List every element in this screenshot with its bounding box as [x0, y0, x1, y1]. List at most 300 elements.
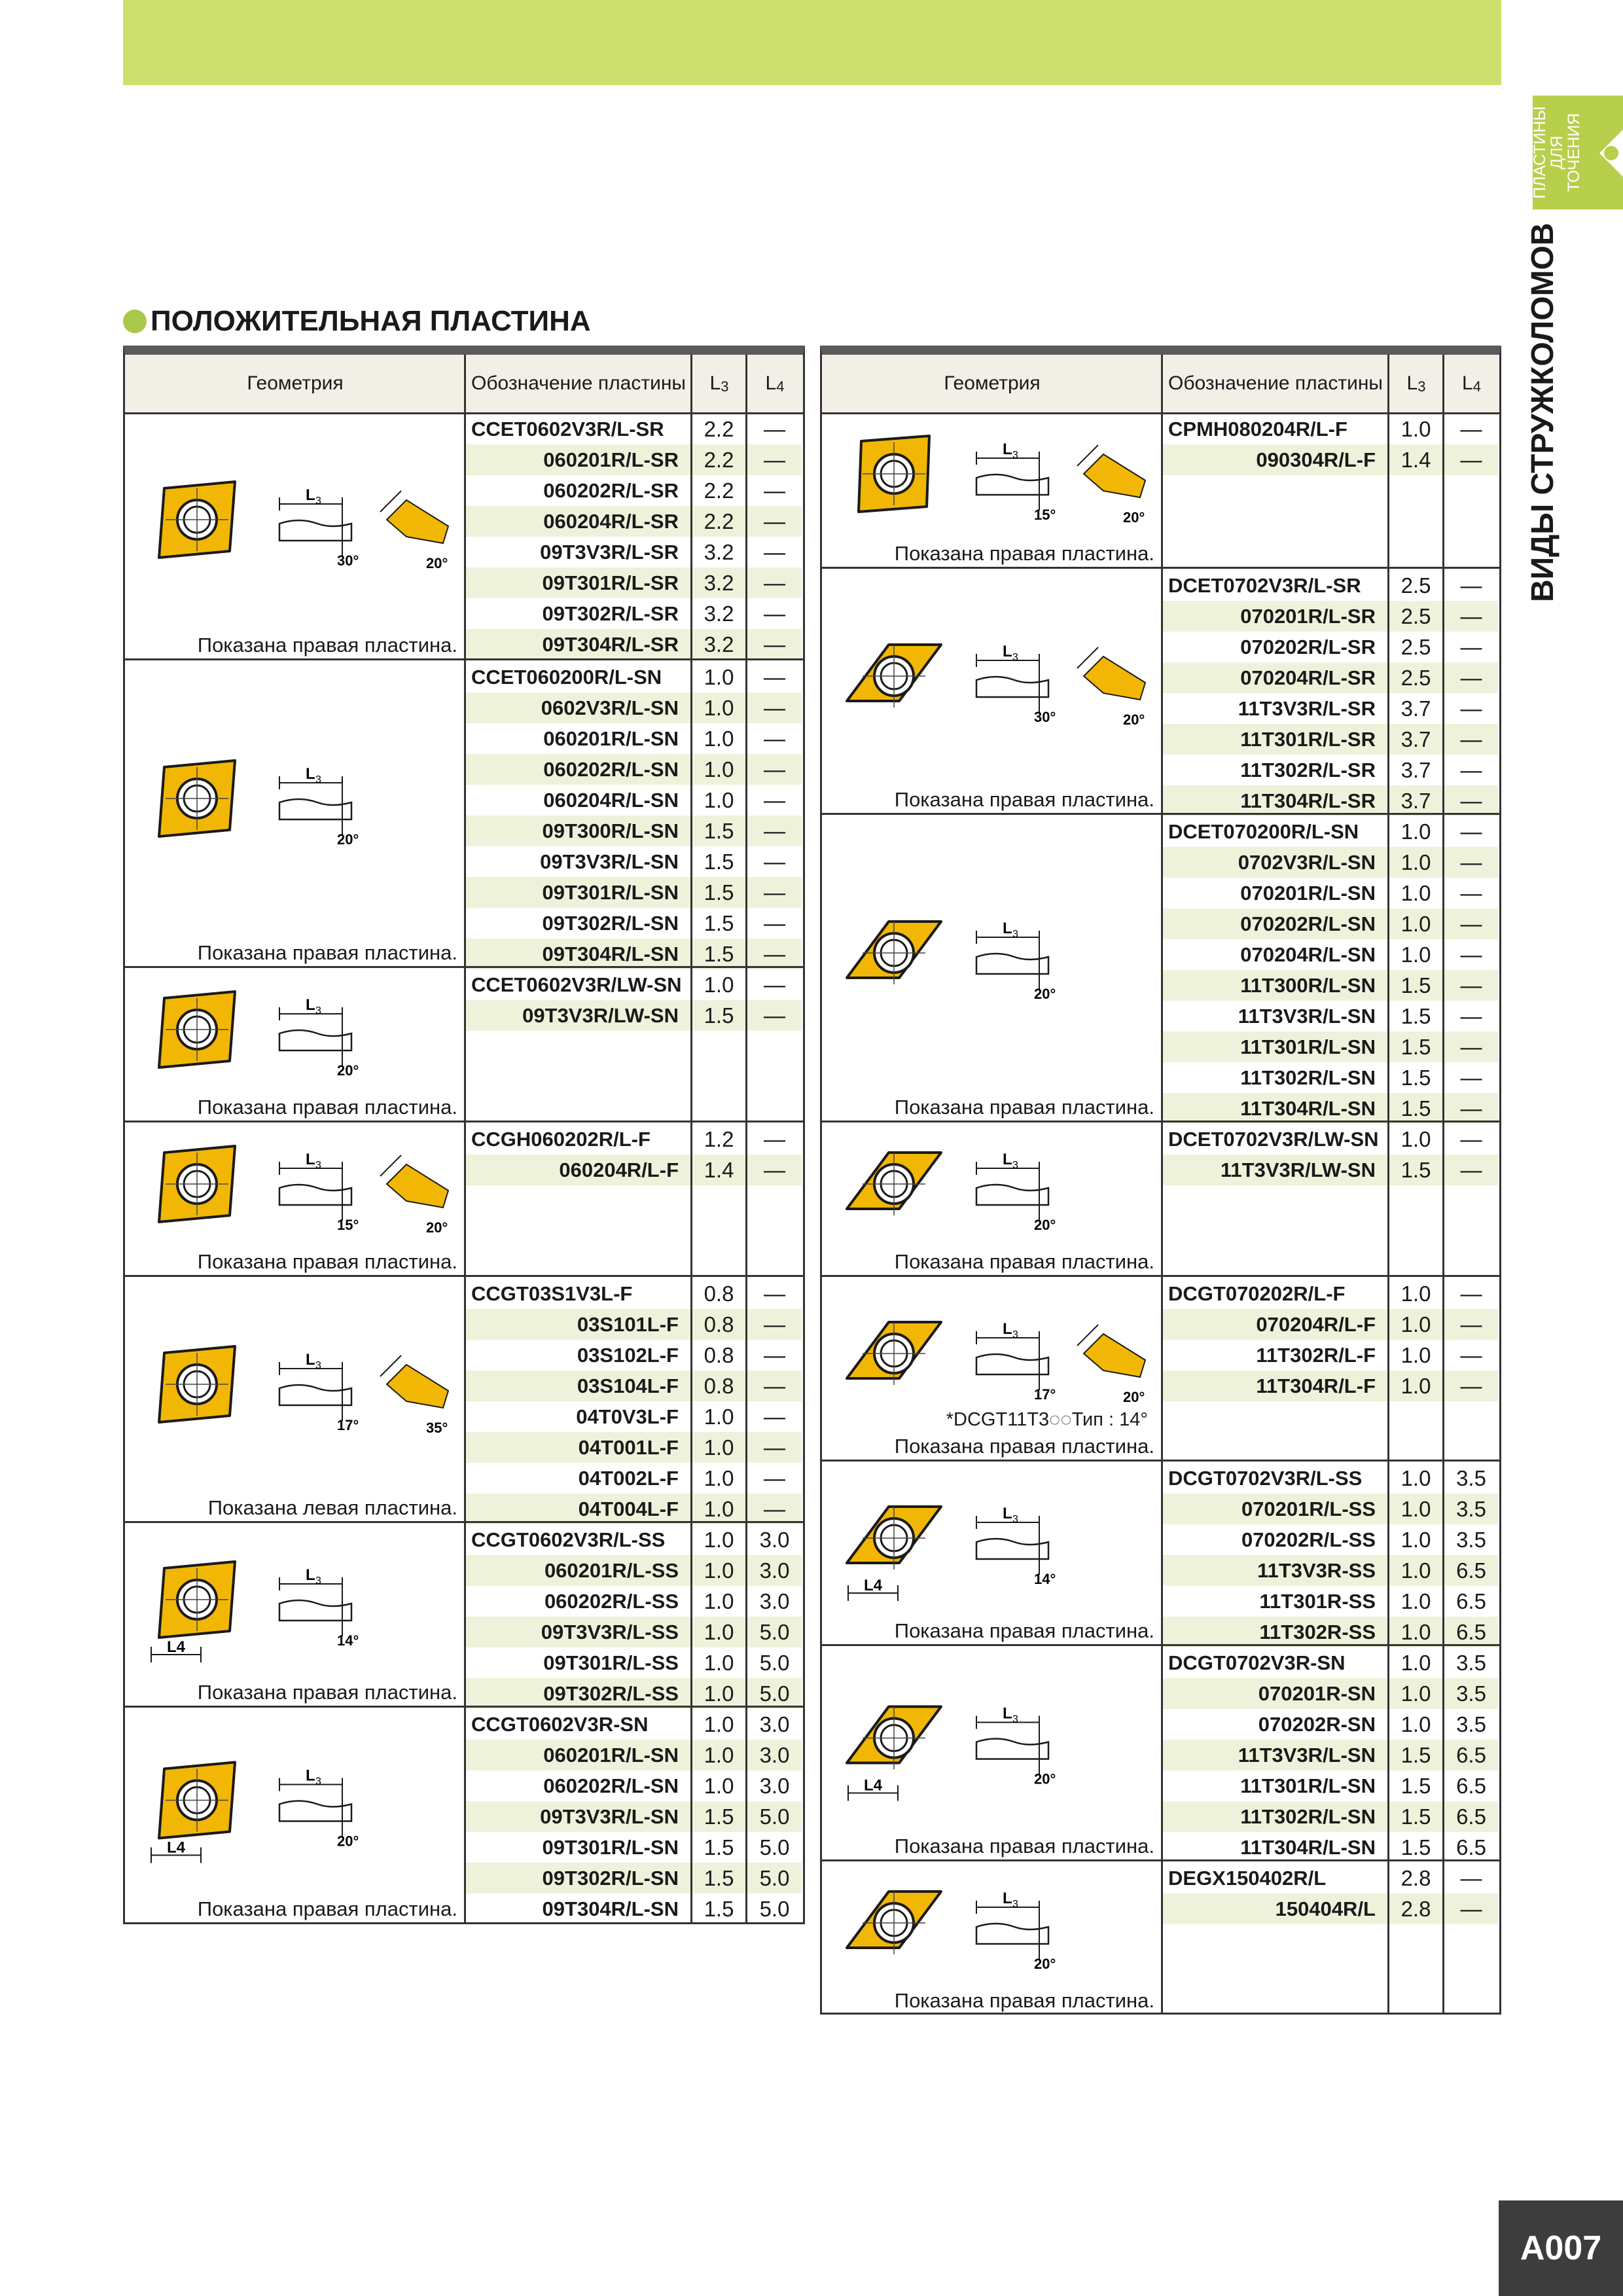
- insert-designation: CCET0602V3R/L-SR: [471, 418, 664, 440]
- table-row: [822, 755, 1499, 785]
- insert-designation: 060202R/L-SN: [543, 1774, 679, 1797]
- l3-value: 1.5: [1389, 1740, 1442, 1770]
- l4-value: —: [764, 1405, 785, 1429]
- header-text: Геометрия: [247, 372, 344, 394]
- header-letter: L: [709, 372, 721, 394]
- l4-value: —: [1460, 1866, 1482, 1890]
- insert-designation: 0602V3R/L-SN: [466, 692, 690, 723]
- svg-text:L: L: [1003, 1704, 1012, 1723]
- rake-angle-label: 15°: [337, 1217, 359, 1233]
- l4-value: 5.0: [747, 1678, 802, 1709]
- edge-angle-label: 20°: [426, 1219, 448, 1236]
- l3-value: 1.0: [704, 1774, 734, 1798]
- table-row: [822, 1555, 1499, 1586]
- insert-caption: Показана правая пластина.: [894, 1435, 1154, 1458]
- insert-designation: DCET0702V3R/L-SR: [1168, 574, 1361, 597]
- l4-value: —: [747, 1432, 802, 1463]
- table-row: [125, 1524, 803, 1555]
- l3-value: 2.2: [704, 478, 734, 503]
- svg-text:L: L: [306, 765, 315, 783]
- l3-value: 1.5: [1389, 970, 1442, 1001]
- header-text: Геометрия: [944, 372, 1041, 394]
- section-title-text: ПОЛОЖИТЕЛЬНАЯ ПЛАСТИНА: [151, 305, 591, 337]
- insert-group: [125, 658, 803, 966]
- svg-text:3: 3: [1012, 1329, 1018, 1340]
- insert-designation: 09T301R/L-SN: [542, 1836, 679, 1859]
- l4-value: —: [1460, 1004, 1482, 1028]
- l3-value: 1.0: [704, 726, 734, 751]
- insert-designation: CCGT0602V3R/L-SS: [471, 1528, 666, 1551]
- table-row: [125, 1278, 803, 1309]
- l4-value: 6.5: [1444, 1801, 1498, 1832]
- svg-text:L: L: [1003, 1890, 1012, 1907]
- l3-value: 1.0: [704, 1589, 734, 1613]
- edge-angle-label: 20°: [1123, 1389, 1145, 1405]
- table-row: [125, 1678, 803, 1709]
- svg-text:L: L: [1003, 1151, 1012, 1168]
- insert-designation: 09T302R/L-SS: [466, 1678, 690, 1709]
- insert-designation: 09T3V3R/LW-SN: [466, 1000, 690, 1031]
- l3-value: 3.2: [692, 567, 745, 598]
- section-tab-label: [1533, 96, 1581, 209]
- edge-angle-label: 20°: [1123, 509, 1145, 526]
- table-row: [822, 1863, 1499, 1893]
- l4-value: —: [764, 726, 785, 751]
- table-row: [125, 629, 803, 660]
- l3-value: 1.0: [704, 1712, 734, 1736]
- l3-value: 1.0: [692, 1678, 745, 1709]
- l4-value: 3.0: [747, 1740, 802, 1770]
- l3-value: 1.5: [692, 939, 745, 969]
- table-row: [125, 1832, 803, 1863]
- l4-value: 3.0: [759, 1712, 790, 1736]
- rake-angle-label: 20°: [337, 831, 359, 848]
- l3-value: 1.5: [1400, 1835, 1431, 1859]
- l3-value: 2.2: [704, 417, 734, 441]
- turning-insert-tab-icon: [1589, 130, 1623, 177]
- l3-value: 1.0: [704, 1466, 734, 1490]
- insert-designation: 11T301R-SS: [1259, 1590, 1376, 1613]
- insert-designation: 11T3V3R-SS: [1163, 1555, 1387, 1586]
- insert-group: [822, 1859, 1499, 2014]
- insert-group: [125, 966, 803, 1121]
- insert-group: [822, 412, 1499, 567]
- table-row: [125, 908, 803, 939]
- insert-designation: DCET0702V3R/LW-SN: [1168, 1128, 1379, 1151]
- l4-value: —: [1460, 881, 1482, 905]
- insert-designation: 11T300R/L-SN: [1163, 970, 1387, 1001]
- table-row: [125, 1309, 803, 1340]
- insert-designation: 060204R/L-SN: [543, 789, 679, 812]
- l3-value: 1.5: [692, 816, 745, 846]
- insert-designation: 11T302R/L-SN: [1163, 1801, 1387, 1832]
- l4-value: —: [1460, 942, 1482, 967]
- l3-value: 3.7: [1389, 724, 1442, 755]
- svg-text:3: 3: [315, 1005, 321, 1016]
- l3-value: 1.0: [692, 754, 745, 785]
- table-row: [822, 1586, 1499, 1617]
- insert-designation: 060201R/L-SN: [543, 727, 679, 750]
- insert-designation: 070201R/L-SS: [1163, 1494, 1387, 1524]
- table-row: [822, 970, 1499, 1001]
- table-row: [125, 475, 803, 506]
- insert-designation: 060202R/L-SN: [466, 754, 690, 785]
- insert-designation: 060202R/L-SR: [543, 479, 679, 502]
- edge-angle-label: 20°: [1123, 711, 1145, 728]
- l3-value: 1.0: [692, 1617, 745, 1647]
- l4-value: 3.0: [759, 1528, 790, 1552]
- insert-designation: DCGT070202R/L-F: [1168, 1282, 1346, 1305]
- l4-value: —: [1460, 758, 1482, 782]
- l4-value: —: [747, 754, 802, 785]
- insert-caption: Показана правая пластина.: [197, 1250, 457, 1273]
- right-insert-table: [820, 346, 1501, 2015]
- table-row: [822, 908, 1499, 939]
- insert-designation: 04T001L-F: [466, 1432, 690, 1463]
- insert-designation: 09T304R/L-SN: [542, 1897, 679, 1920]
- insert-caption: Показана правая пластина.: [197, 1897, 457, 1920]
- l3-value: 1.0: [1389, 1555, 1442, 1586]
- l3-value: 2.8: [1400, 1866, 1431, 1890]
- l3-value: 1.0: [692, 692, 745, 723]
- l3-value: 1.0: [692, 1432, 745, 1463]
- table-row: [125, 754, 803, 785]
- l3-value: 3.2: [704, 540, 734, 564]
- l3-value: 1.5: [692, 1801, 745, 1832]
- table-row: [125, 662, 803, 692]
- svg-text:L4: L4: [864, 1577, 883, 1594]
- table-row: [822, 444, 1499, 475]
- insert-designation: 04T002L-F: [578, 1467, 679, 1490]
- l3-value: 1.0: [1389, 1617, 1442, 1647]
- insert-designation: 11T304R/L-SN: [1163, 1093, 1387, 1124]
- table-row: [125, 939, 803, 969]
- l3-value: 1.0: [1400, 881, 1431, 905]
- svg-text:L: L: [306, 996, 315, 1014]
- l4-value: —: [747, 877, 802, 908]
- l4-value: 5.0: [759, 1835, 790, 1859]
- table-row: [822, 662, 1499, 693]
- l3-value: 3.2: [704, 601, 734, 626]
- insert-group: [822, 1460, 1499, 1644]
- insert-designation: 0702V3R/L-SN: [1163, 847, 1387, 878]
- l4-value: —: [1460, 573, 1482, 598]
- header-subscript: 3: [721, 378, 729, 395]
- table-row: [822, 1647, 1499, 1678]
- insert-designation: 070204R/L-SN: [1240, 943, 1376, 966]
- insert-designation: 060204R/L-SR: [466, 506, 690, 537]
- insert-designation: 060201R/L-SR: [466, 444, 690, 475]
- header-letter: L: [1406, 372, 1418, 394]
- insert-designation: 11T3V3R/L-SR: [1238, 697, 1376, 720]
- l3-value: 0.8: [692, 1309, 745, 1340]
- table-row: [822, 1340, 1499, 1371]
- insert-designation: 03S102L-F: [577, 1344, 679, 1367]
- insert-group: [125, 1521, 803, 1706]
- insert-designation: 09T302R/L-SN: [542, 912, 679, 935]
- svg-text:L: L: [1003, 920, 1012, 937]
- l3-value: 1.5: [692, 877, 745, 908]
- l3-value: 1.0: [1400, 819, 1431, 844]
- svg-text:3: 3: [315, 1360, 321, 1371]
- l3-value: 1.0: [1400, 1282, 1431, 1306]
- left-insert-table: [123, 346, 805, 1924]
- l3-value: 1.0: [1400, 1466, 1431, 1490]
- l4-value: —: [1444, 1309, 1498, 1340]
- l3-value: 3.2: [692, 629, 745, 660]
- table-row: [125, 1770, 803, 1801]
- table-row: [822, 1770, 1499, 1801]
- l4-value: —: [764, 1282, 785, 1306]
- l4-value: —: [764, 417, 785, 441]
- insert-designation: 09T301R/L-SR: [466, 567, 690, 598]
- section-bullet-icon: [123, 310, 147, 333]
- l3-value: 1.0: [1389, 1678, 1442, 1709]
- rake-angle-label: 17°: [1034, 1386, 1056, 1403]
- table-row: [125, 969, 803, 1000]
- table-row: [125, 567, 803, 598]
- l4-value: —: [1444, 724, 1498, 755]
- l3-value: 1.5: [1389, 1155, 1442, 1185]
- l4-value: —: [1460, 696, 1482, 721]
- l3-value: 1.0: [1400, 1712, 1431, 1736]
- insert-designation: 09T301R/L-SN: [466, 877, 690, 908]
- table-row: [125, 785, 803, 816]
- l4-value: —: [1460, 1343, 1482, 1367]
- l3-value: 2.8: [1389, 1893, 1442, 1924]
- l3-value: 1.0: [1400, 942, 1431, 967]
- l3-value: 2.5: [1400, 635, 1431, 659]
- table-row: [822, 1309, 1499, 1340]
- insert-caption: Показана правая пластина.: [197, 1096, 457, 1119]
- insert-designation: 04T004L-F: [466, 1494, 690, 1524]
- insert-designation: 070204R/L-SR: [1163, 662, 1387, 693]
- header-text: Обозначение пластины: [1168, 372, 1383, 394]
- l4-value: 6.5: [1456, 1835, 1486, 1859]
- svg-text:3: 3: [315, 495, 321, 507]
- table-row: [822, 847, 1499, 878]
- l4-value: —: [1460, 1282, 1482, 1306]
- l4-value: —: [1460, 417, 1482, 441]
- insert-designation: 070202R/L-SN: [1163, 908, 1387, 939]
- rake-angle-label: 20°: [1034, 1770, 1056, 1787]
- table-row: [822, 1278, 1499, 1309]
- l3-value: 1.0: [1400, 1528, 1431, 1552]
- l3-value: 1.4: [692, 1155, 745, 1185]
- l4-value: 5.0: [747, 1801, 802, 1832]
- l4-value: —: [1444, 1031, 1498, 1062]
- l4-value: —: [764, 1127, 785, 1151]
- l4-value: 6.5: [1444, 1617, 1498, 1647]
- header-designation: [1162, 355, 1389, 412]
- table-row: [822, 693, 1499, 724]
- table-row: [822, 570, 1499, 601]
- l3-value: 3.7: [1400, 696, 1431, 721]
- insert-designation: 060201R/L-SS: [466, 1555, 690, 1586]
- l3-value: 2.5: [1400, 573, 1431, 598]
- table-row: [125, 1863, 803, 1893]
- insert-designation: 070202R/L-SS: [1241, 1528, 1376, 1551]
- insert-designation: DCGT0702V3R/L-SS: [1168, 1467, 1363, 1490]
- svg-text:3: 3: [1012, 1160, 1018, 1171]
- section-heading: [123, 305, 591, 338]
- l3-value: 1.5: [1400, 1004, 1431, 1028]
- insert-group: [125, 1706, 803, 1922]
- insert-caption: Показана правая пластина.: [894, 1619, 1154, 1642]
- insert-designation: CCGT03S1V3L-F: [471, 1282, 633, 1305]
- l4-value: 5.0: [747, 1617, 802, 1647]
- insert-caption: Показана правая пластина.: [894, 1835, 1154, 1857]
- table-row: [125, 723, 803, 754]
- insert-designation: 09T304R/L-SR: [466, 629, 690, 660]
- l4-value: —: [1444, 601, 1498, 632]
- table-row: [125, 1709, 803, 1740]
- table-row: [125, 1401, 803, 1432]
- svg-text:L: L: [306, 1351, 315, 1369]
- table-row: [822, 1617, 1499, 1647]
- svg-text:3: 3: [1012, 929, 1018, 940]
- table-row: [822, 1093, 1499, 1124]
- l4-value: —: [764, 788, 785, 812]
- insert-designation: 070201R/L-SR: [1163, 601, 1387, 632]
- l3-value: 1.0: [1389, 1309, 1442, 1340]
- l4-value: —: [764, 540, 785, 564]
- l4-value: —: [764, 911, 785, 935]
- insert-designation: 04T0V3L-F: [576, 1405, 679, 1428]
- l4-value: 6.5: [1456, 1589, 1486, 1613]
- edge-angle-label: 35°: [426, 1420, 448, 1436]
- insert-designation: 09T301R/L-SS: [543, 1651, 679, 1674]
- l4-value: —: [1444, 1893, 1498, 1924]
- top-color-band: [123, 0, 1501, 85]
- insert-designation: 11T3V3R/LW-SN: [1163, 1155, 1387, 1185]
- insert-designation: DCGT0702V3R-SN: [1168, 1651, 1346, 1674]
- l3-value: 1.0: [704, 973, 734, 997]
- svg-text:L: L: [306, 1767, 315, 1785]
- table-row: [125, 877, 803, 908]
- l4-value: 3.5: [1456, 1712, 1486, 1736]
- l3-value: 0.8: [692, 1371, 745, 1401]
- insert-designation: 090304R/L-F: [1163, 444, 1387, 475]
- svg-text:L: L: [306, 1566, 315, 1584]
- insert-caption: Показана правая пластина.: [197, 1681, 457, 1704]
- table-row: [822, 1801, 1499, 1832]
- l3-value: 1.0: [704, 1528, 734, 1552]
- insert-group: [822, 813, 1499, 1121]
- l3-value: 1.0: [692, 1740, 745, 1770]
- header-letter: L: [1462, 372, 1473, 394]
- l4-value: 3.5: [1444, 1494, 1498, 1524]
- table-row: [822, 939, 1499, 970]
- insert-designation: 09T3V3R/L-SN: [466, 1801, 690, 1832]
- l3-value: 1.0: [704, 1651, 734, 1675]
- insert-designation: 11T301R/L-SN: [1163, 1031, 1387, 1062]
- rake-angle-label: 14°: [337, 1632, 359, 1649]
- insert-group: [822, 1121, 1499, 1275]
- insert-caption: Показана левая пластина.: [207, 1496, 457, 1519]
- table-row: [822, 632, 1499, 662]
- l4-value: —: [764, 478, 785, 503]
- insert-group: [822, 567, 1499, 813]
- insert-designation: CPMH080204R/L-F: [1168, 418, 1347, 440]
- table-row: [822, 816, 1499, 847]
- insert-caption: Показана правая пластина.: [197, 634, 457, 656]
- insert-designation: 060204R/L-F: [466, 1155, 690, 1185]
- l4-value: —: [747, 939, 802, 969]
- insert-caption: Показана правая пластина.: [894, 1250, 1154, 1273]
- table-row: [822, 1494, 1499, 1524]
- l4-value: —: [764, 973, 785, 997]
- header-geometry: [125, 355, 465, 412]
- insert-designation: 09T302R/L-SN: [466, 1863, 690, 1893]
- insert-designation: 11T304R/L-SR: [1163, 785, 1387, 816]
- svg-text:L4: L4: [167, 1839, 186, 1857]
- l4-value: —: [1460, 1066, 1482, 1090]
- insert-designation: 09T300R/L-SN: [466, 816, 690, 846]
- l3-value: 2.2: [692, 444, 745, 475]
- l4-value: —: [1444, 1155, 1498, 1185]
- l4-value: 3.5: [1456, 1651, 1486, 1675]
- table-row: [125, 1494, 803, 1524]
- table-row: [125, 692, 803, 723]
- insert-designation: CCGH060202R/L-F: [471, 1128, 651, 1151]
- insert-caption: Показана правая пластина.: [197, 941, 457, 964]
- table-row: [822, 1709, 1499, 1740]
- table-row: [822, 1740, 1499, 1770]
- rake-angle-label: 20°: [337, 1062, 359, 1079]
- insert-designation: 150404R/L: [1163, 1893, 1387, 1924]
- l3-value: 1.5: [1389, 1093, 1442, 1124]
- table-row: [125, 1740, 803, 1770]
- insert-designation: 11T301R/L-SR: [1163, 724, 1387, 755]
- l4-value: —: [1460, 819, 1482, 844]
- l4-value: —: [1460, 1127, 1482, 1151]
- l3-value: 2.5: [1389, 601, 1442, 632]
- insert-designation: 03S101L-F: [466, 1309, 690, 1340]
- rake-angle-label: 20°: [337, 1833, 359, 1850]
- rake-angle-label: 15°: [1034, 507, 1056, 523]
- table-row: [822, 1678, 1499, 1709]
- l4-value: —: [747, 1000, 802, 1031]
- insert-designation: 11T302R/L-SN: [1240, 1066, 1376, 1089]
- table-row: [822, 601, 1499, 632]
- l4-value: —: [1460, 635, 1482, 659]
- l4-value: 3.0: [747, 1555, 802, 1586]
- svg-text:L4: L4: [167, 1638, 186, 1656]
- l4-value: 3.0: [759, 1589, 790, 1613]
- l3-value: 0.8: [704, 1282, 734, 1306]
- insert-designation: 11T301R/L-SN: [1240, 1774, 1376, 1797]
- svg-text:L: L: [1003, 440, 1012, 458]
- l4-value: —: [1444, 1371, 1498, 1401]
- header-l4: [747, 355, 803, 412]
- l3-value: 1.0: [692, 1555, 745, 1586]
- header-l4: [1444, 355, 1499, 412]
- table-row: [125, 1893, 803, 1924]
- table-row: [125, 1801, 803, 1832]
- l3-value: 1.0: [1400, 1127, 1431, 1151]
- rake-angle-label: 17°: [337, 1417, 359, 1433]
- insert-designation: 11T304R/L-F: [1163, 1371, 1387, 1401]
- header-letter: L: [765, 372, 777, 394]
- l4-value: —: [764, 850, 785, 874]
- l3-value: 1.0: [704, 788, 734, 812]
- insert-designation: 11T302R/L-F: [1256, 1344, 1376, 1367]
- insert-designation: 060202R/L-SS: [544, 1590, 679, 1613]
- insert-group: [822, 1644, 1499, 1859]
- rake-angle-label: 30°: [337, 552, 359, 569]
- l4-value: —: [1444, 847, 1498, 878]
